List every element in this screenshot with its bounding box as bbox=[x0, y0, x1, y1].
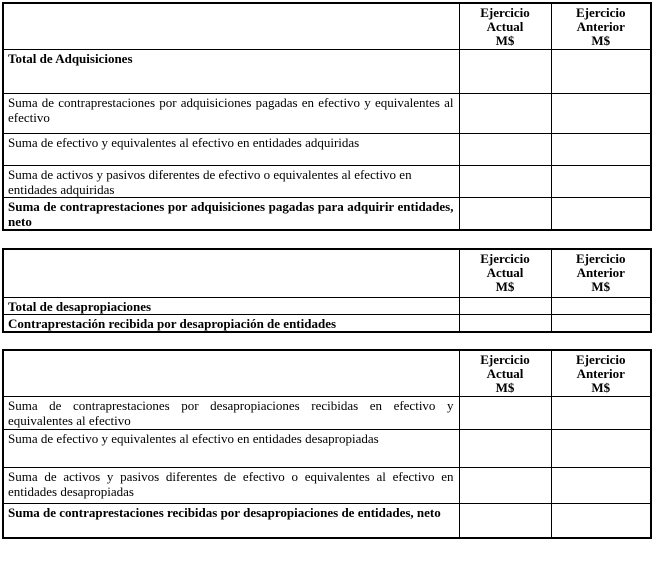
header-line-unit: M$ bbox=[495, 33, 515, 48]
row-label: Suma de efectivo y equivalentes al efectivo en entidades desapropiadas bbox=[3, 429, 459, 467]
column-header-ejercicio-anterior bbox=[551, 249, 651, 297]
header-line-ejercicio: Ejercicio bbox=[480, 351, 530, 367]
value-cell-ejercicio-anterior bbox=[551, 396, 651, 429]
row-label: Total de desapropiaciones bbox=[3, 297, 459, 314]
value-cell-ejercicio-actual bbox=[459, 198, 551, 231]
table-header-row bbox=[3, 350, 651, 397]
column-header-ejercicio-actual bbox=[459, 3, 551, 50]
column-header-ejercicio-anterior bbox=[551, 3, 651, 50]
table-row bbox=[3, 396, 651, 429]
row-label: Suma de contraprestaciones recibidas por desapropiaciones de entidades, neto bbox=[3, 503, 459, 538]
header-empty-cell bbox=[3, 3, 459, 50]
value-cell-ejercicio-anterior bbox=[551, 134, 651, 166]
row-label: Suma de contraprestaciones por desapropiaciones recibidas en efectivo y equivalentes al efectivo bbox=[3, 396, 459, 429]
adquisiciones-table bbox=[2, 2, 652, 231]
header-line-ejercicio: Ejercicio bbox=[480, 5, 530, 20]
header-line-ejercicio: Ejercicio bbox=[575, 5, 626, 20]
column-header-ejercicio-actual bbox=[459, 249, 551, 297]
desapropiaciones-detalle-table bbox=[2, 349, 652, 540]
row-label: Contraprestación recibida por desapropiación de entidades bbox=[3, 314, 459, 332]
value-cell-ejercicio-actual bbox=[459, 503, 551, 538]
header-line-actual: Actual bbox=[486, 265, 524, 280]
header-line-ejercicio: Ejercicio bbox=[575, 251, 626, 266]
value-cell-ejercicio-actual bbox=[459, 94, 551, 134]
row-label: Suma de contraprestaciones por adquisiciones pagadas en efectivo y equivalentes al efectivo bbox=[3, 94, 459, 134]
header-line-anterior: Anterior bbox=[576, 19, 625, 34]
value-cell-ejercicio-actual bbox=[459, 297, 551, 314]
column-header-ejercicio-anterior bbox=[551, 350, 651, 397]
row-label: Suma de efectivo y equivalentes al efectivo en entidades adquiridas bbox=[3, 134, 459, 166]
value-cell-ejercicio-anterior bbox=[551, 503, 651, 538]
table-row bbox=[3, 198, 651, 231]
value-cell-ejercicio-anterior bbox=[551, 198, 651, 231]
value-cell-ejercicio-anterior bbox=[551, 314, 651, 332]
value-cell-ejercicio-actual bbox=[459, 467, 551, 503]
table-row bbox=[3, 314, 651, 332]
table-row bbox=[3, 166, 651, 198]
header-line-ejercicio: Ejercicio bbox=[480, 251, 530, 266]
value-cell-ejercicio-actual bbox=[459, 314, 551, 332]
header-line-actual: Actual bbox=[486, 19, 524, 34]
value-cell-ejercicio-anterior bbox=[551, 50, 651, 94]
value-cell-ejercicio-anterior bbox=[551, 297, 651, 314]
row-label: Suma de activos y pasivos diferentes de efectivo o equivalentes al efectivo en entidades adquiridas bbox=[3, 166, 459, 198]
table-header-row bbox=[3, 3, 651, 50]
value-cell-ejercicio-actual bbox=[459, 166, 551, 198]
table-row bbox=[3, 94, 651, 134]
row-label: Suma de activos y pasivos diferentes de efectivo o equivalentes al efectivo en entidades desapropiadas bbox=[3, 467, 459, 503]
header-empty-cell bbox=[3, 350, 459, 397]
value-cell-ejercicio-actual bbox=[459, 50, 551, 94]
table-row bbox=[3, 467, 651, 503]
header-line-actual: Actual bbox=[486, 365, 524, 381]
table-row bbox=[3, 503, 651, 538]
header-line-unit: M$ bbox=[495, 279, 515, 294]
table-header-row bbox=[3, 249, 651, 297]
table-row bbox=[3, 50, 651, 94]
value-cell-ejercicio-actual bbox=[459, 396, 551, 429]
table-row bbox=[3, 134, 651, 166]
header-line-unit: M$ bbox=[495, 379, 515, 395]
header-line-unit: M$ bbox=[591, 279, 611, 294]
value-cell-ejercicio-actual bbox=[459, 429, 551, 467]
row-label: Suma de contraprestaciones por adquisiciones pagadas para adquirir entidades, neto bbox=[3, 198, 459, 231]
header-line-ejercicio: Ejercicio bbox=[575, 351, 626, 367]
value-cell-ejercicio-anterior bbox=[551, 467, 651, 503]
value-cell-ejercicio-anterior bbox=[551, 429, 651, 467]
value-cell-ejercicio-anterior bbox=[551, 166, 651, 198]
header-line-anterior: Anterior bbox=[576, 265, 625, 280]
table-row bbox=[3, 297, 651, 314]
header-empty-cell bbox=[3, 249, 459, 297]
column-header-ejercicio-actual bbox=[459, 350, 551, 397]
value-cell-ejercicio-anterior bbox=[551, 94, 651, 134]
header-line-anterior: Anterior bbox=[576, 365, 625, 381]
header-line-unit: M$ bbox=[591, 33, 611, 48]
header-line-unit: M$ bbox=[591, 379, 611, 395]
desapropiaciones-total-table bbox=[2, 248, 652, 333]
row-label: Total de Adquisiciones bbox=[3, 50, 459, 94]
value-cell-ejercicio-actual bbox=[459, 134, 551, 166]
table-row bbox=[3, 429, 651, 467]
